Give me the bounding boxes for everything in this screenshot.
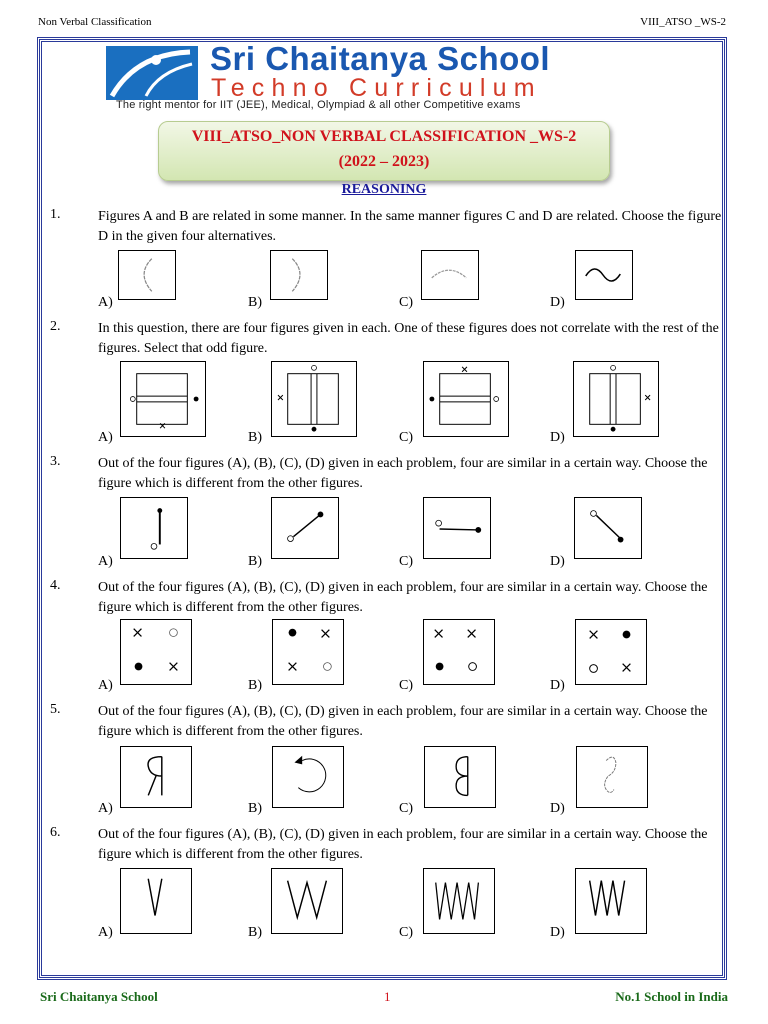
option-label: A) <box>98 925 113 940</box>
option-label: A) <box>98 295 113 310</box>
option-label: C) <box>399 295 413 310</box>
question-text: Out of the four figures (A), (B), (C), (D) given in each problem, four are similar in a certain way. Choose the figure which is different from the other figures. <box>98 827 708 862</box>
option-label: C) <box>399 430 413 445</box>
option-label: C) <box>399 801 413 816</box>
brand-name: Sri Chaitanya School <box>210 40 551 77</box>
option-label: B) <box>248 678 262 693</box>
option-label: B) <box>248 925 262 940</box>
figure-box <box>271 361 357 437</box>
figure-box <box>120 497 188 559</box>
option-label: A) <box>98 801 113 816</box>
question-text: Out of the four figures (A), (B), (C), (D) given in each problem, four are similar in a certain way. Choose the figure which is different from the other figures. <box>98 704 708 739</box>
figure-box <box>423 497 491 559</box>
figure-box <box>118 250 176 300</box>
brand-subtitle: Techno Curriculum <box>211 74 542 102</box>
figure-box <box>424 746 496 808</box>
brand-tagline: The right mentor for IIT (JEE), Medical, Olympiad & all other Competitive exams <box>116 99 521 111</box>
figure-box <box>271 497 339 559</box>
figure-box <box>576 746 648 808</box>
figure-box <box>421 250 479 300</box>
question-number: 3. <box>50 454 61 469</box>
question-text: Out of the four figures (A), (B), (C), (D) given in each problem, four are similar in a certain way. Choose the figure which is different from the other figures. <box>98 456 708 491</box>
figure-box <box>575 619 647 685</box>
logo-emblem <box>106 46 198 100</box>
option-label: C) <box>399 925 413 940</box>
option-label: C) <box>399 678 413 693</box>
figure-box <box>272 619 344 685</box>
figure-box <box>272 746 344 808</box>
figure-box <box>423 868 495 934</box>
question-text: Figures A and B are related in some manner. In the same manner figures C and D are related. Choose the figure D in the given four alternatives. <box>98 209 722 244</box>
option-label: B) <box>248 295 262 310</box>
figure-box <box>573 361 659 437</box>
figure-box <box>120 868 192 934</box>
question-text: Out of the four figures (A), (B), (C), (D) given in each problem, four are similar in a certain way. Choose the figure which is different from the other figures. <box>98 580 708 615</box>
option-label: A) <box>98 678 113 693</box>
figure-box <box>120 746 192 808</box>
option-label: B) <box>248 554 262 569</box>
worksheet-title: VIII_ATSO_NON VERBAL CLASSIFICATION _WS-2 <box>191 128 577 145</box>
question-number: 1. <box>50 207 61 222</box>
option-label: A) <box>98 554 113 569</box>
option-label: D) <box>550 295 565 310</box>
footer-school-name: Sri Chaitanya School <box>40 989 158 1004</box>
title-box <box>158 121 610 181</box>
section-heading: REASONING <box>341 182 427 197</box>
figure-box <box>575 250 633 300</box>
figure-box <box>271 868 343 934</box>
figure-box <box>574 497 642 559</box>
question-number: 6. <box>50 825 61 840</box>
figure-box <box>423 619 495 685</box>
option-label: D) <box>550 430 565 445</box>
figure-box <box>120 619 192 685</box>
option-label: C) <box>399 554 413 569</box>
header-right: VIII_ATSO _WS-2 <box>640 16 726 28</box>
option-label: B) <box>248 430 262 445</box>
footer-page-number: 1 <box>384 989 391 1004</box>
question-number: 2. <box>50 319 61 334</box>
figure-box <box>120 361 206 437</box>
figure-box <box>423 361 509 437</box>
option-label: B) <box>248 801 262 816</box>
question-text: In this question, there are four figures given in each. One of these figures does not correlate with the rest of the figures. Select that odd figure. <box>98 321 719 356</box>
worksheet-year: (2022 – 2023) <box>338 153 430 170</box>
option-label: D) <box>550 925 565 940</box>
school-logo <box>106 40 666 114</box>
option-label: D) <box>550 554 565 569</box>
figure-box <box>270 250 328 300</box>
figure-box <box>575 868 647 934</box>
header-left: Non Verbal Classification <box>38 16 152 28</box>
question-number: 5. <box>50 702 61 717</box>
footer-slogan: No.1 School in India <box>615 989 728 1004</box>
question-number: 4. <box>50 578 61 593</box>
option-label: A) <box>98 430 113 445</box>
option-label: D) <box>550 801 565 816</box>
option-label: D) <box>550 678 565 693</box>
